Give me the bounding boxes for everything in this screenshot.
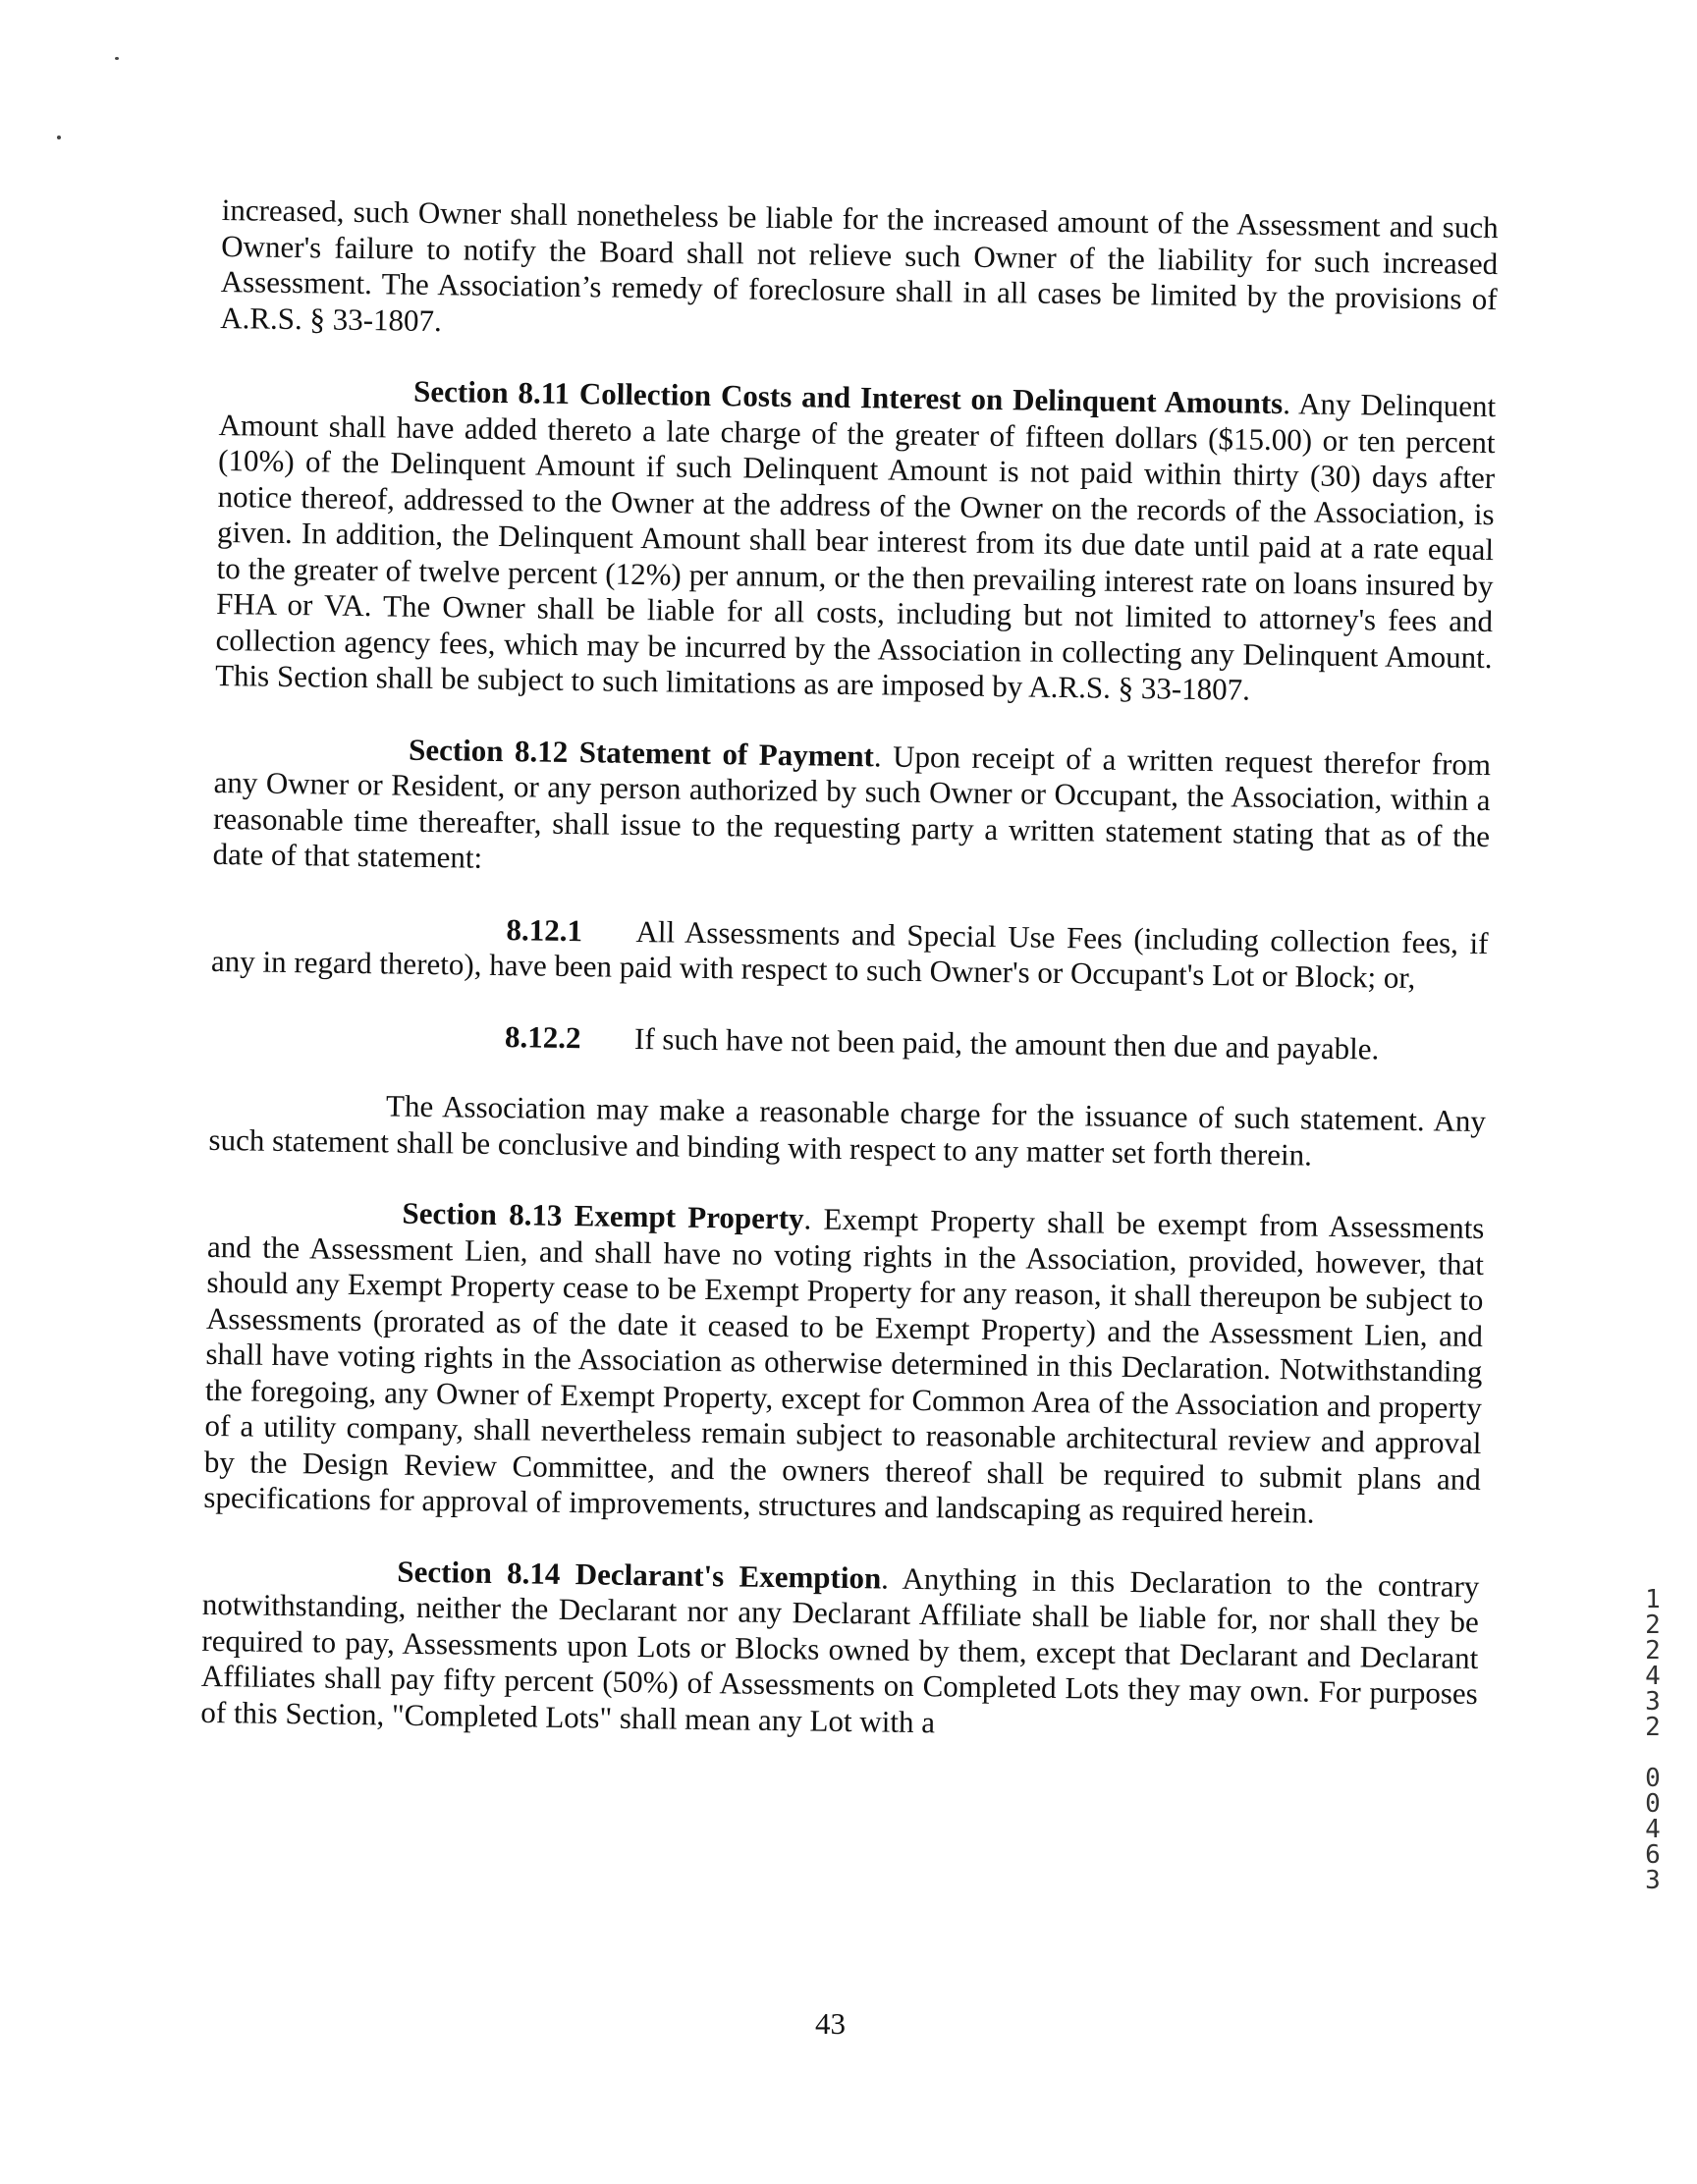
- subsection-number: 8.12.1: [506, 911, 583, 948]
- scan-speck: [57, 136, 61, 139]
- subsection-number: 8.12.2: [504, 1018, 581, 1055]
- subsection-body: All Assessments and Special Use Fees (including collection fees, if any in regard thereto), have been paid with respect to such Owner's or Occupant's Lot or Block; or,: [210, 913, 1489, 996]
- section-heading: Section 8.11 Collection Costs and Interest on Delinquent Amounts: [412, 373, 1284, 421]
- subsection-body: If such have not been paid, the amount then due and payable.: [633, 1020, 1380, 1066]
- stamp-character: 3: [1645, 1866, 1661, 1895]
- section-body: . Upon receipt of a written request therefor from any Owner or Resident, or any person authorized by such Owner or Occupant, the Association, within a reasonable time thereafter, shall issue to the requesting party a written statement stating that as of the date of that statement:: [212, 737, 1492, 875]
- stamp-character: 4: [1645, 1815, 1661, 1844]
- paragraph-statement-charge: The Association may make a reasonable charge for the issuance of such statement. Any such statement shall be conclusive and binding with respect to any matter set forth therein.: [208, 1088, 1487, 1173]
- paragraph-continuation: increased, such Owner shall nonetheless be liable for the increased amount of the Assessment and such Owner's failure to notify the Board shall not relieve such Owner of the liability for such increased Assessment. The Association’s remedy of foreclosure shall in all cases be limited by the provisions of A.R.S. § 33-1807.: [219, 192, 1499, 338]
- scan-speck: [115, 57, 119, 60]
- stamp-character: 0: [1645, 1789, 1661, 1819]
- recording-number-stamp: [1638, 1587, 1668, 1893]
- stamp-character: 6: [1645, 1840, 1661, 1870]
- section-heading: Section 8.12 Statement of Payment: [408, 732, 875, 773]
- stamp-character: 4: [1645, 1662, 1661, 1691]
- stamp-character: 2: [1645, 1636, 1661, 1665]
- section-heading: Section 8.14 Declarant's Exemption: [397, 1554, 882, 1596]
- section-heading: Section 8.13 Exempt Property: [402, 1195, 804, 1236]
- section-body: . Exempt Property shall be exempt from Assessments and the Assessment Lien, and shall have no voting rights in the Association, provided, however, that should any Exempt Property cease to be Exempt Property for any reason, it shall thereupon be subject to Assessments (prorated as of the date it ceased to be Exempt Property) and the Assessment Lien, and shall have voting rights in the Association as otherwise determined in this Declaration. Notwithstanding the foregoing, any Owner of Exempt Property, except for Common Area of the Association and property of a utility company, shall nevertheless remain subject to reasonable architectural review and approval by the Design Review Committee, and the owners thereof shall be required to submit plans and specifications for approval of improvements, structures and landscaping as required herein.: [203, 1201, 1485, 1530]
- section-8-11: [215, 371, 1496, 712]
- stamp-character: 1: [1645, 1585, 1661, 1614]
- stamp-character: 0: [1645, 1764, 1661, 1793]
- section-8-14: [200, 1551, 1479, 1748]
- subsection-8-12-1: [211, 907, 1489, 997]
- document-body: [200, 192, 1499, 1783]
- section-8-13: [203, 1193, 1484, 1534]
- section-body: . Any Delinquent Amount shall have added thereto a late charge of the greater of fifteen dollars ($15.00) or ten percent (10%) of the Delinquent Amount if such Delinquent Amount is not paid within thirty (30) days after notice thereof, addressed to the Owner at the address of the Owner on the records of the Association, is given. In addition, the Delinquent Amount shall bear interest from its due date until paid at a rate equal to the greater of twelve percent (12%) per annum, or the then prevailing interest rate on loans insured by FHA or VA. The Owner shall be liable for all costs, including but not limited to attorney's fees and collection agency fees, which may be incurred by the Association in collecting any Delinquent Amount. This Section shall be subject to such limitations as are imposed by A.R.S. § 33-1807.: [214, 386, 1497, 707]
- page-number: 43: [815, 2006, 846, 2041]
- stamp-character: 3: [1645, 1687, 1661, 1717]
- stamp-character: [1638, 1740, 1668, 1766]
- stamp-character: 2: [1645, 1611, 1661, 1640]
- stamp-character: 2: [1645, 1713, 1661, 1742]
- section-body: . Anything in this Declaration to the contrary notwithstanding, neither the Declarant nor any Declarant Affiliate shall be liable for, nor shall they be required to pay, Assessments upon Lots or Blocks owned by them, except that Declarant and Declarant Affiliates shall pay fifty percent (50%) of Assessments on Completed Lots they may own. For purposes of this Section, "Completed Lots" shall mean any Lot with a: [200, 1560, 1480, 1739]
- subsection-8-12-2: [210, 1014, 1487, 1068]
- section-8-12: [212, 729, 1491, 890]
